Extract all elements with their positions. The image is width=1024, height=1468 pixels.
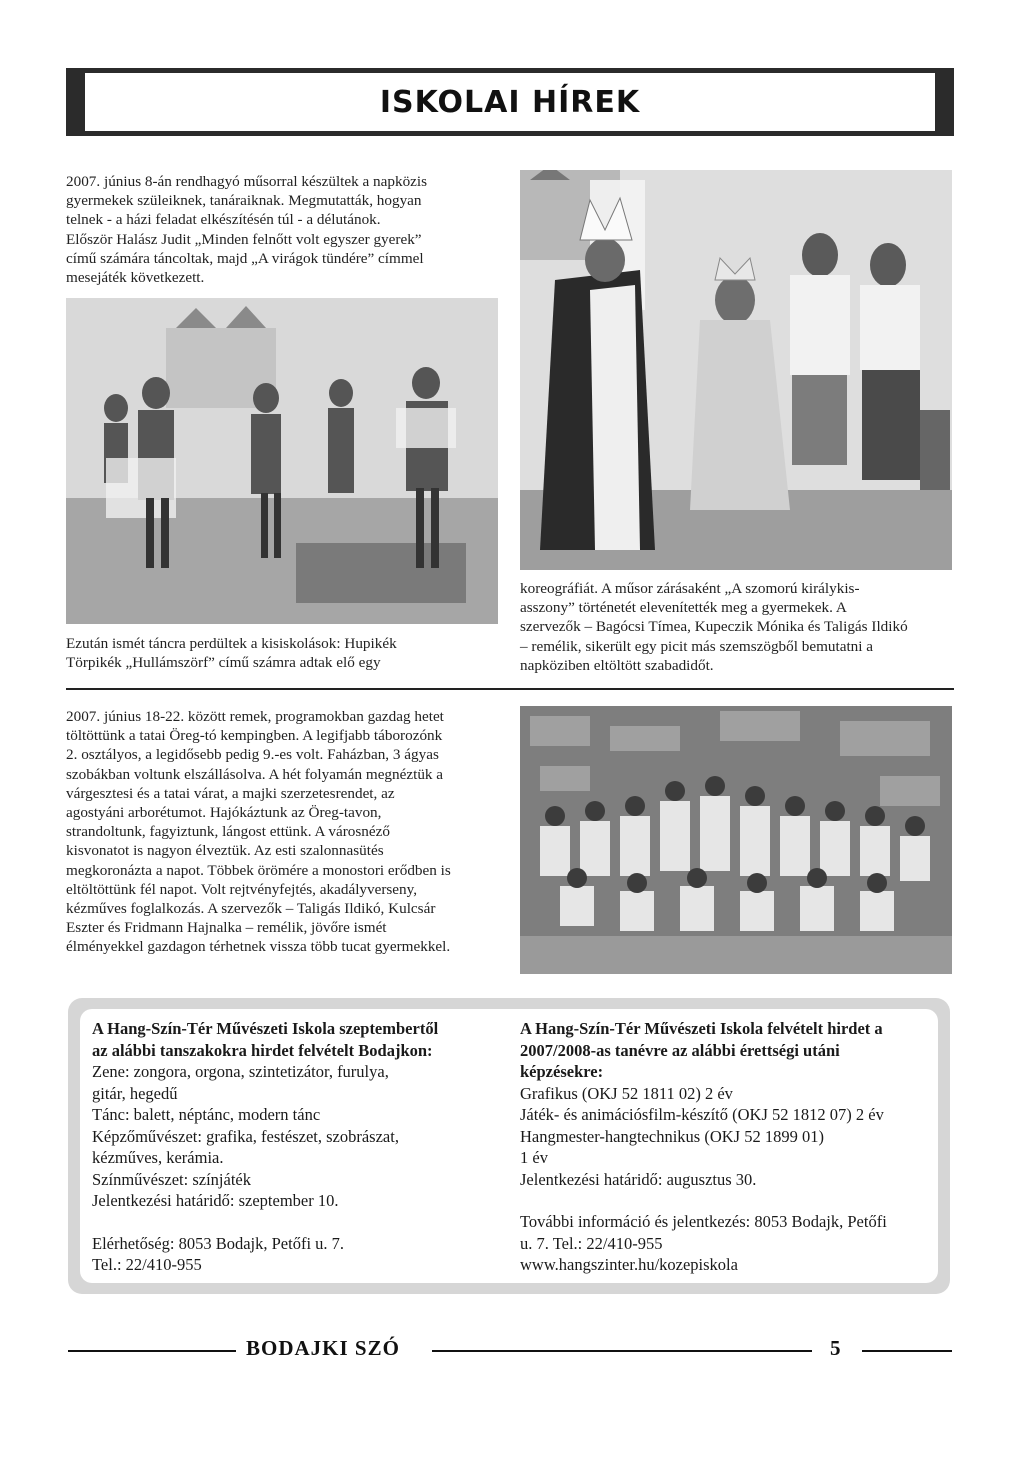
publication-title: BODAJKI SZÓ: [246, 1336, 400, 1360]
text-line: agostyáni arborétumot. Hajókáztunk az Öreg-tavon,: [66, 804, 382, 822]
article1-right-bottom: [520, 579, 952, 675]
text-line: – remélik, sikerült egy picit más szemszögből bemutatni a: [520, 637, 874, 655]
text-line: napköziben eltöltött szabadidőt.: [520, 656, 714, 674]
text-line: mesejáték következett.: [66, 269, 205, 287]
footer-rule-middle: [432, 1350, 812, 1352]
text-line: kisvonatot is nagyon élveztük. Az esti szalonnasütés: [66, 842, 384, 860]
article2-text: [66, 707, 498, 957]
ad-right-contact-line: www.hangszinter.hu/kozepiskola: [520, 1255, 738, 1274]
text-line: 2007. június 8-án rendhagyó műsorral készültek a napközis: [66, 173, 428, 190]
ad-left-line: Tánc: balett, néptánc, modern tánc: [92, 1105, 321, 1124]
text-line: koreográfiát. A műsor zárásaként „A szomorú királykis-: [520, 580, 860, 597]
ad-right-line: Hangmester-hangtechnikus (OKJ 52 1899 01): [520, 1126, 824, 1146]
ad-left-contact-line: Elérhetőség: 8053 Bodajk, Petőfi u. 7.: [92, 1233, 345, 1253]
ad-right-heading-line: képzésekre:: [520, 1062, 604, 1081]
text-line: gyermekek szüleiknek, tanáraiknak. Megmutatták, hogyan: [66, 192, 422, 210]
ad-right-column: [520, 1018, 940, 1276]
article1-left-bottom: [66, 634, 498, 672]
section-divider: [66, 688, 954, 690]
ad-left-heading-line: A Hang-Szín-Tér Művészeti Iskola szeptembertől: [92, 1019, 439, 1038]
text-line: 2007. június 18-22. között remek, programokban gazdag hetet: [66, 708, 444, 725]
ad-left-line: Zene: zongora, orgona, szintetizátor, furulya,: [92, 1062, 389, 1081]
text-line: Eszter és Fridmann Hajnalka – remélik, jövőre ismét: [66, 919, 387, 937]
ad-right-heading-line: 2007/2008-as tanévre az alábbi érettségi utáni: [520, 1040, 840, 1060]
text-line: című számára táncoltak, majd „A virágok tündére” címmel: [66, 249, 424, 267]
text-line: kézműves foglalkozás. A szervezők – Taligás Ildikó, Kulcsár: [66, 900, 436, 918]
ad-right-line: Játék- és animációsfilm-készítő (OKJ 52 1812 07) 2 év: [520, 1105, 884, 1124]
photo-camp-group: [520, 706, 952, 974]
text-line: töltöttünk a tatai Öreg-tó kempingben. A legifjabb táborozónk: [66, 727, 443, 745]
ad-left-line: Jelentkezési határidő: szeptember 10.: [92, 1191, 339, 1210]
text-line: strandoltunk, fagyiztunk, lángost ettünk. A városnéző: [66, 823, 390, 841]
ad-right-line: 1 év: [520, 1148, 548, 1167]
ad-left-line: Színművészet: színjáték: [92, 1169, 251, 1189]
ad-right-line: Jelentkezési határidő: augusztus 30.: [520, 1169, 757, 1189]
photo-dancing-children: [66, 298, 498, 624]
page-title: ISKOLAI HÍREK: [379, 84, 641, 120]
text-line: megkoronázta a napot. Többek örömére a monostori erődben is: [66, 861, 451, 879]
page-number: 5: [830, 1336, 841, 1360]
text-line: Ezután ismét táncra perdültek a kisiskolások: Hupikék: [66, 635, 397, 652]
text-line: telnek - a házi feladat elkészítésén túl - a délutánok.: [66, 211, 381, 229]
text-line: Először Halász Judit „Minden felnőtt volt egyszer gyerek”: [66, 230, 422, 248]
ad-left-line: kézműves, kerámia.: [92, 1148, 224, 1167]
article1-intro: [66, 172, 498, 287]
text-line: szervezők – Bagócsi Tímea, Kupeczik Mónika és Taligás Ildikó: [520, 618, 908, 636]
text-line: eltöltöttünk fél napot. Volt rejtvényfejtés, akadályverseny,: [66, 880, 418, 898]
ad-left-heading-line: az alábbi tanszakokra hirdet felvételt Bodajkon:: [92, 1040, 433, 1060]
text-line: szobákban voltunk elszállásolva. A hét folyamán megnéztük a: [66, 765, 444, 783]
text-line: 2. osztályos, a legidősebb pedig 9.-es volt. Faházban, 3 ágyas: [66, 746, 439, 764]
ad-left-line: Képzőművészet: grafika, festészet, szobrászat,: [92, 1126, 399, 1146]
text-line: asszony” történetét elevenítették meg a gyermekek. A: [520, 599, 847, 617]
text-line: várgesztesi és a tatai várat, a majki szerzetesrendet, az: [66, 784, 395, 802]
text-line: élményekkel gazdagon térhetnek vissza több tucat gyermekkel.: [66, 938, 451, 956]
ad-left-line: gitár, hegedű: [92, 1083, 178, 1103]
footer-rule-right: [862, 1350, 952, 1352]
spacer: [92, 1212, 492, 1233]
ad-left-column: [92, 1018, 492, 1276]
footer-rule-left: [68, 1350, 236, 1352]
photo-fairy-tale-play: [520, 170, 952, 570]
ad-right-contact-line: u. 7. Tel.: 22/410-955: [520, 1233, 663, 1253]
ad-left-contact-line: Tel.: 22/410-955: [92, 1255, 202, 1274]
text-line: Törpikék „Hullámszörf” című számra adtak elő egy: [66, 654, 381, 672]
header-panel: [84, 72, 936, 132]
ad-right-heading-line: A Hang-Szín-Tér Művészeti Iskola felvételt hirdet a: [520, 1019, 883, 1038]
ad-right-contact-line: További információ és jelentkezés: 8053 Bodajk, Petőfi: [520, 1212, 887, 1231]
spacer: [520, 1190, 940, 1211]
ad-right-line: Grafikus (OKJ 52 1811 02) 2 év: [520, 1083, 733, 1103]
